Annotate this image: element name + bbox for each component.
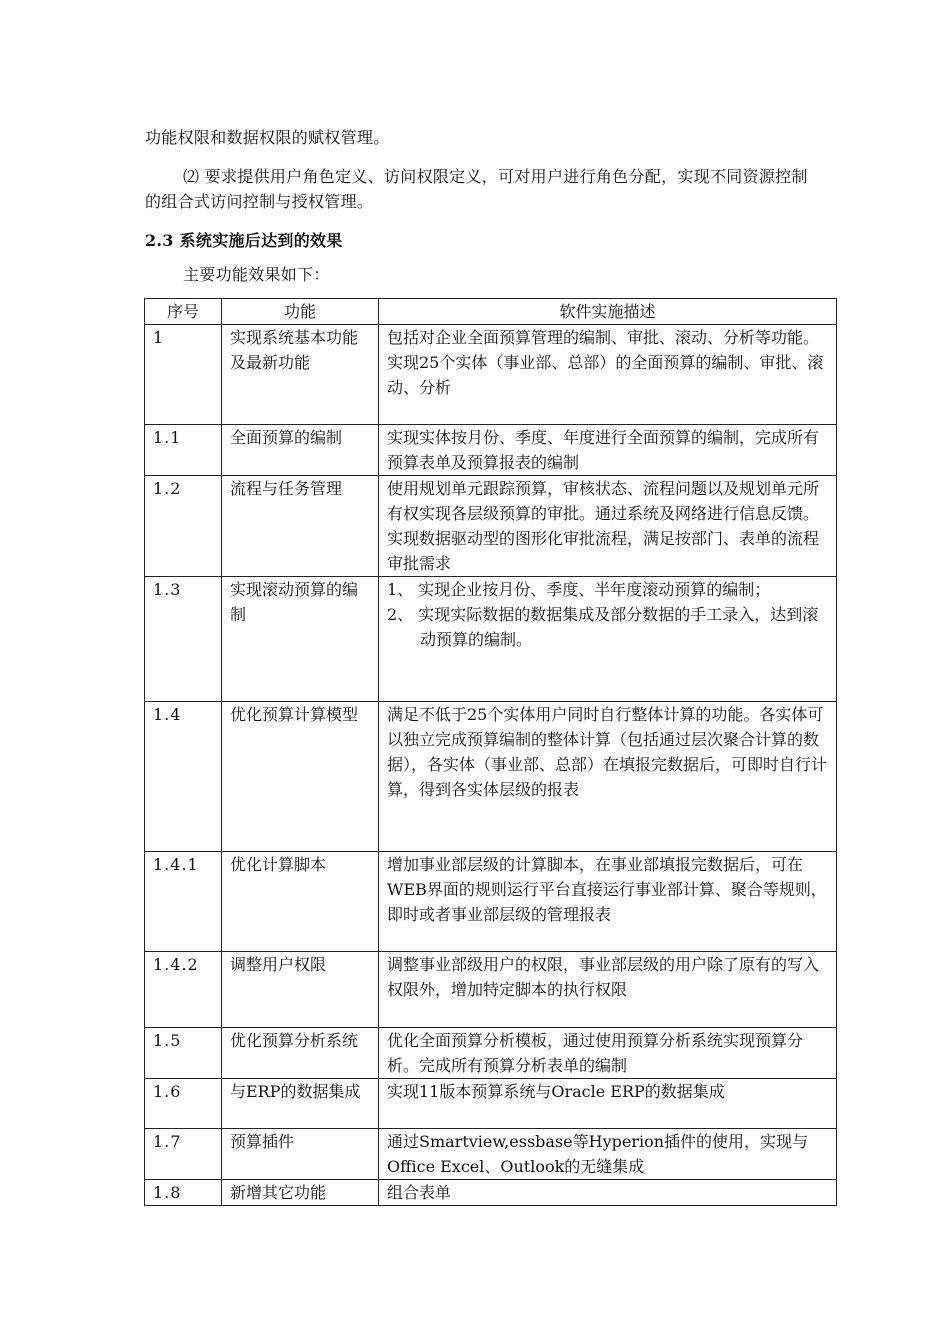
row-function: 调整用户权限 <box>222 952 379 1028</box>
row-function: 与ERP的数据集成 <box>222 1079 379 1129</box>
section-heading: 2.3 系统实施后达到的效果 <box>145 231 343 250</box>
row-description: 使用规划单元跟踪预算，审核状态、流程问题以及规划单元所有权实现各层级预算的审批。通过系统及网络进行信息反馈。实现数据驱动型的图形化审批流程，满足按部门、表单的流程审批需求 <box>379 476 837 577</box>
table-row <box>145 702 837 852</box>
table-row <box>145 1079 837 1129</box>
table-row <box>145 1028 837 1079</box>
description-list <box>387 577 830 652</box>
row-description: 满足不低于25个实体用户同时自行整体计算的功能。各实体可以独立完成预算编制的整体计算（包括通过层次聚合计算的数据），各实体（事业部、总部）在填报完数据后，可即时自行计算，得到各实体层级的报表 <box>379 702 837 852</box>
header-function: 功能 <box>222 299 379 325</box>
row-number: 1.7 <box>145 1129 222 1180</box>
header-description: 软件实施描述 <box>379 299 837 325</box>
row-number: 1.8 <box>145 1180 222 1206</box>
row-function: 全面预算的编制 <box>222 425 379 476</box>
row-function: 实现滚动预算的编制 <box>222 577 379 702</box>
row-number: 1.5 <box>145 1028 222 1079</box>
row-number: 1.4.1 <box>145 852 222 952</box>
row-description: 增加事业部层级的计算脚本，在事业部填报完数据后，可在WEB界面的规则运行平台直接运行事业部计算、聚合等规则，即时或者事业部层级的管理报表 <box>379 852 837 952</box>
row-description: 实现实体按月份、季度、年度进行全面预算的编制，完成所有预算表单及预算报表的编制 <box>379 425 837 476</box>
table-row <box>145 1129 837 1180</box>
row-number: 1.4 <box>145 702 222 852</box>
table-row <box>145 852 837 952</box>
paragraph-permissions: 功能权限和数据权限的赋权管理。 <box>145 128 390 147</box>
row-description: 调整事业部级用户的权限，事业部层级的用户除了原有的写入权限外，增加特定脚本的执行权限 <box>379 952 837 1028</box>
row-function: 新增其它功能 <box>222 1180 379 1206</box>
row-description: 实现11版本预算系统与Oracle ERP的数据集成 <box>379 1079 837 1129</box>
row-function: 优化预算分析系统 <box>222 1028 379 1079</box>
row-function: 优化预算计算模型 <box>222 702 379 852</box>
row-number: 1.6 <box>145 1079 222 1129</box>
description-line: 实现25个实体（事业部、总部）的全面预算的编制、审批、滚动、分析 <box>387 353 824 397</box>
row-description: 通过Smartview,essbase等Hyperion插件的使用，实现与Office Excel、Outlook的无缝集成 <box>379 1129 837 1180</box>
row-function: 优化计算脚本 <box>222 852 379 952</box>
row-description: 组合表单 <box>379 1180 837 1206</box>
description-line: 包括对企业全面预算管理的编制、审批、滚动、分析等功能。 <box>387 328 820 347</box>
row-number: 1 <box>145 325 222 425</box>
row-number: 1.4.2 <box>145 952 222 1028</box>
table-row <box>145 425 837 476</box>
row-description <box>379 325 837 425</box>
effects-table <box>144 298 837 1206</box>
row-number: 1.1 <box>145 425 222 476</box>
paragraph-role-definition: ⑵ 要求提供用户角色定义、访问权限定义，可对用户进行角色分配，实现不同资源控制的组合式访问控制与授权管理。 <box>145 167 808 211</box>
list-item: 2、 实现实际数据的数据集成及部分数据的手工录入，达到滚动预算的编制。 <box>387 605 819 649</box>
table-header-row <box>145 299 837 325</box>
table-row <box>145 476 837 577</box>
row-function: 预算插件 <box>222 1129 379 1180</box>
list-item: 1、 实现企业按月份、季度、半年度滚动预算的编制； <box>387 580 771 599</box>
table-row <box>145 1180 837 1206</box>
row-description: 优化全面预算分析模板，通过使用预算分析系统实现预算分析。完成所有预算分析表单的编制 <box>379 1028 837 1079</box>
section-intro: 主要功能效果如下： <box>183 265 330 284</box>
row-function: 流程与任务管理 <box>222 476 379 577</box>
table-row <box>145 952 837 1028</box>
table-row <box>145 325 837 425</box>
row-number: 1.3 <box>145 577 222 702</box>
row-function: 实现系统基本功能及最新功能 <box>222 325 379 425</box>
row-description <box>379 577 837 702</box>
row-number: 1.2 <box>145 476 222 577</box>
header-number: 序号 <box>145 299 222 325</box>
table-row <box>145 577 837 702</box>
